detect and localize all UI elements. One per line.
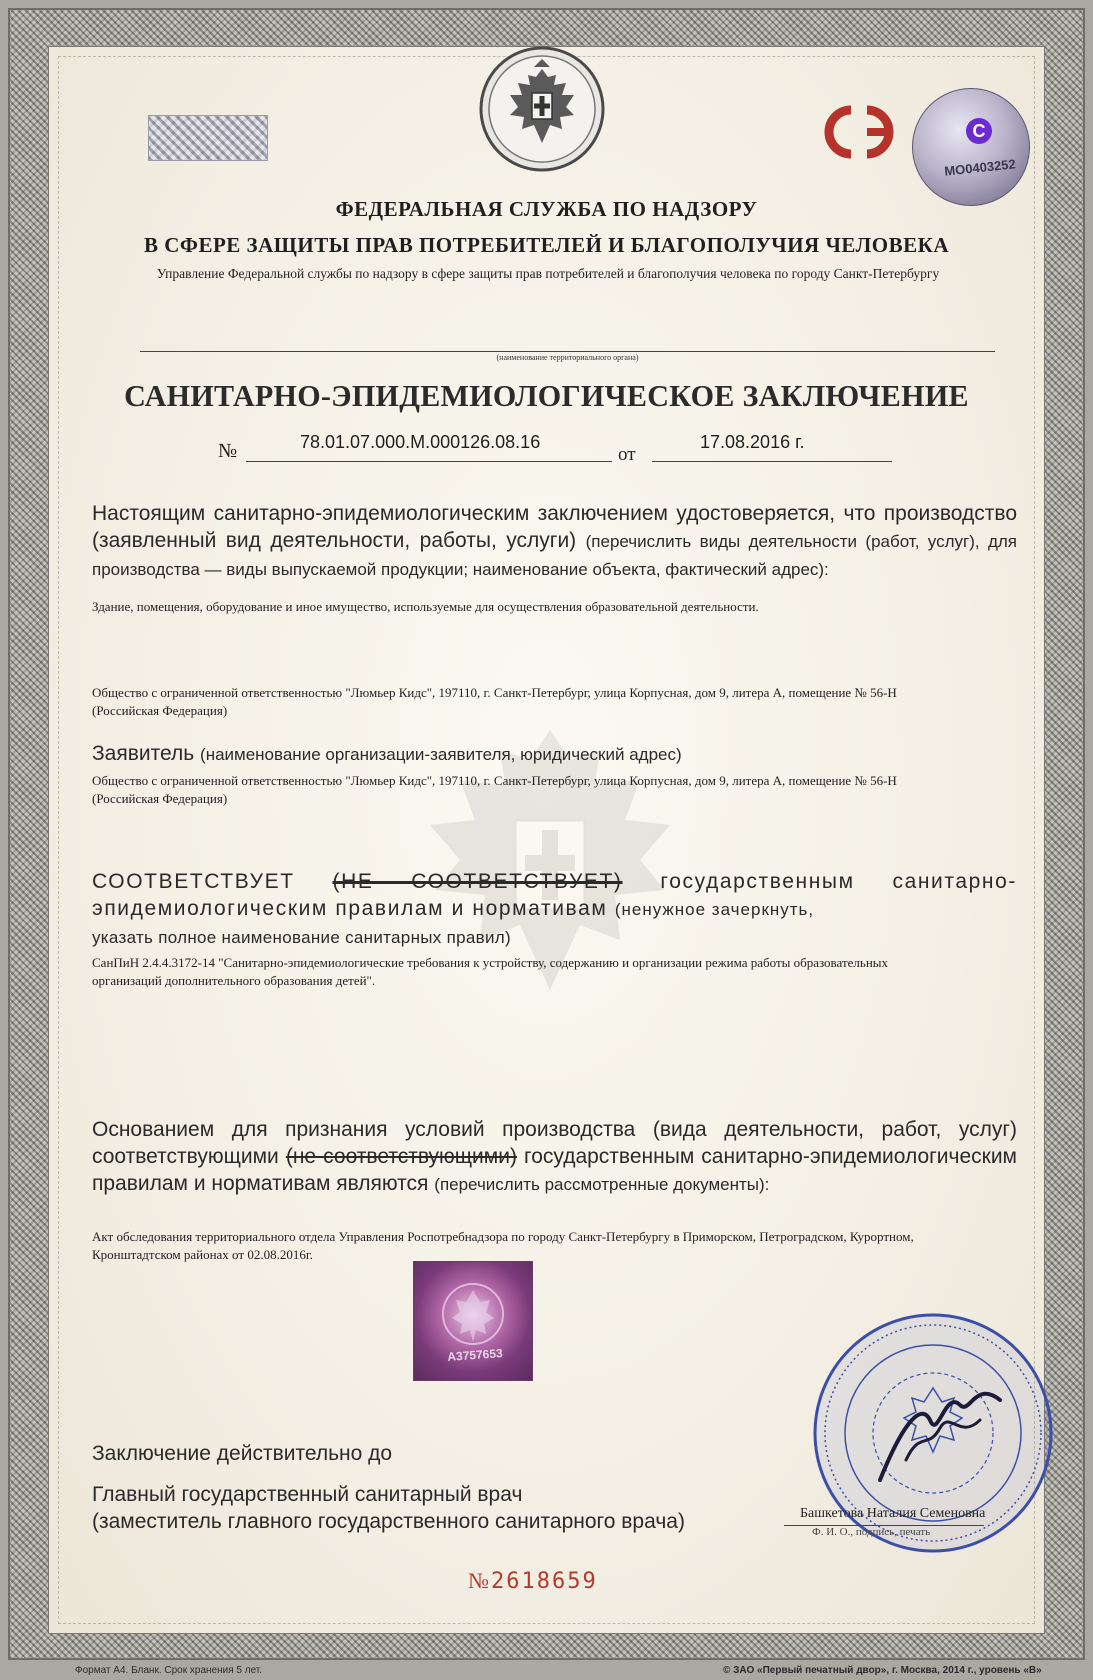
blank-number-value: 2618659 — [491, 1569, 598, 1594]
basis-text2: государственным санитарно-эпидемиологическим правилам и нормативам являются — [92, 1145, 1017, 1195]
conformity-hint2: указать полное наименование санитарных правил) — [92, 928, 511, 947]
territorial-body-line — [140, 351, 995, 352]
date-from-label: от — [618, 444, 636, 465]
footer-format-note: Формат А4. Бланк. Срок хранения 5 лет. — [75, 1665, 263, 1676]
signatory-name: Башкетова Наталия Семеновна — [800, 1506, 986, 1521]
number-sign: № — [218, 440, 238, 462]
territorial-body-caption: (наименование территориального органа) — [496, 353, 639, 362]
basis-text1: Основанием для признания условий производства (вида деятельности, работ, услуг) соответствующими — [92, 1118, 1017, 1168]
object-description: Здание, помещения, оборудование и иное имущество, используемые для осуществления образовательной деятельности. — [92, 599, 759, 614]
footer-printer-note: © ЗАО «Первый печатный двор», г. Москва, 2014 г., уровень «В» — [723, 1665, 1042, 1676]
hologram-square-number: А3757653 — [446, 1346, 504, 1364]
sanitary-epidemiological-mark-icon — [815, 100, 903, 164]
sanitary-rules: СанПиН 2.4.4.3172-14 "Санитарно-эпидемиологические требования к устройству, содержанию и организации режима работы образовательных организаций дополнительного образования детей". — [92, 955, 889, 988]
number-underline — [246, 461, 612, 462]
hologram-letter: С — [966, 118, 992, 144]
certificate-number: 78.01.07.000.М.000126.08.16 — [300, 432, 541, 452]
basis-hint: (перечислить рассмотренные документы): — [434, 1175, 770, 1194]
date-underline — [652, 461, 892, 462]
regional-office: Управление Федеральной службы по надзору в сфере защиты прав потребителей и благополучия человека по городу Санкт-Петербургу — [156, 266, 940, 281]
conformity-statement — [92, 868, 1017, 951]
signatory-title-line2: (заместитель главного государственного санитарного врача) — [92, 1510, 685, 1533]
conformity-text: государственным санитарно-эпидемиологическим правилам и нормативам — [92, 870, 1017, 920]
security-pattern-patch — [148, 115, 268, 161]
document-title: САНИТАРНО-ЭПИДЕМИОЛОГИЧЕСКОЕ ЗАКЛЮЧЕНИЕ — [124, 378, 969, 413]
object-organization: Общество с ограниченной ответственностью "Люмьер Кидс", 197110, г. Санкт-Петербург, улица Корпусная, дом 9, литера А, помещение № 56-Н (Российская Федерация) — [92, 685, 897, 718]
applicant-label: Заявитель — [92, 742, 195, 765]
object-hint: (перечислить виды деятельности (работ, услуг), для производства — виды выпускаемой продукции; наименование объекта, фактический адрес): — [92, 532, 1017, 579]
hologram-number: МО0403252 — [943, 156, 1017, 179]
signature-caption: Ф. И. О., подпись, печать — [812, 1526, 931, 1538]
agency-name-line2: В СФЕРЕ ЗАЩИТЫ ПРАВ ПОТРЕБИТЕЛЕЙ И БЛАГОПОЛУЧИЯ ЧЕЛОВЕКА — [144, 233, 949, 257]
applicant-organization: Общество с ограниченной ответственностью "Люмьер Кидс", 197110, г. Санкт-Петербург, улица Корпусная, дом 9, литера А, помещение № 56-Н (Российская Федерация) — [92, 773, 897, 806]
object-paragraph — [92, 500, 1017, 583]
conformity-hint: (ненужное зачеркнуть, — [614, 900, 815, 919]
conformity-status: СООТВЕТСТВУЕТ — [92, 870, 295, 893]
agency-name-line1: ФЕДЕРАЛЬНАЯ СЛУЖБА ПО НАДЗОРУ — [335, 197, 758, 221]
object-intro: Настоящим санитарно-эпидемиологическим заключением удостоверяется, что производство (заявленный вид деятельности, работы, услуги) — [92, 502, 1017, 552]
blank-number-sign: № — [468, 1568, 491, 1593]
blank-number — [468, 1568, 598, 1594]
applicant-heading — [92, 742, 682, 766]
applicant-hint: (наименование организации-заявителя, юридический адрес) — [200, 745, 682, 764]
inspection-act: Акт обследования территориального отдела Управления Роспотребнадзора по городу Санкт-Петербургу в Приморском, Петроградском, Курортном, Кронштадтском районах от 02.08.2016г. — [92, 1229, 914, 1262]
certificate-date: 17.08.2016 г. — [700, 432, 805, 452]
conformity-struck-option: (НЕ СООТВЕТСТВУЕТ) — [332, 870, 623, 893]
hologram-sticker-round — [912, 88, 1030, 206]
basis-struck: (не соответствующими) — [285, 1145, 517, 1168]
signatory-title-line1: Главный государственный санитарный врач — [92, 1483, 523, 1506]
basis-statement — [92, 1116, 1017, 1198]
rospotrebnadzor-emblem — [478, 45, 606, 173]
validity-label: Заключение действительно до — [92, 1442, 393, 1465]
